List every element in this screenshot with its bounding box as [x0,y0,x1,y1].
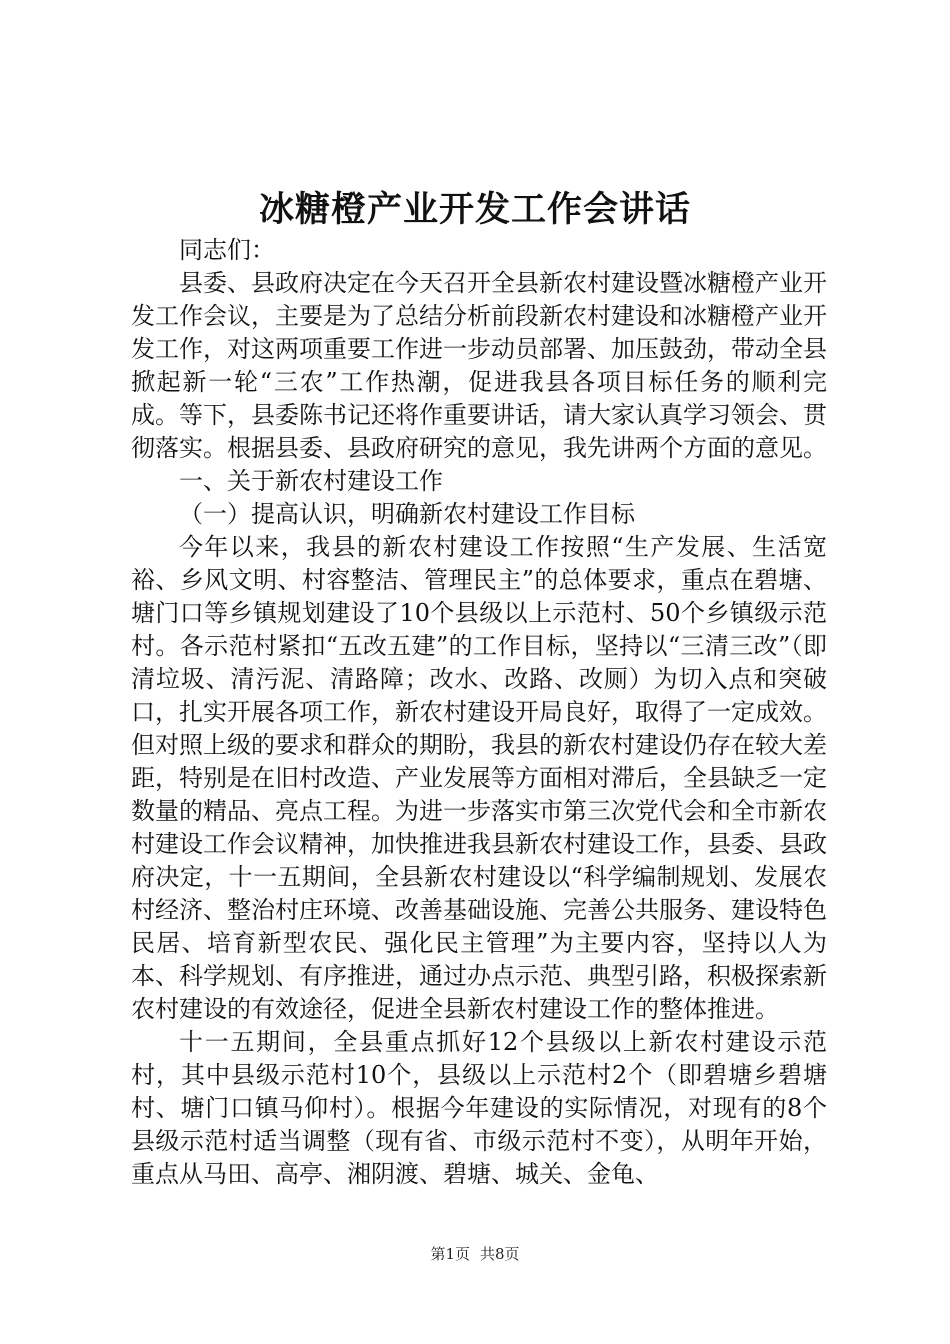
salutation-paragraph: 同志们： [179,236,275,264]
intro-paragraph: 县委、县政府决定在今天召开全县新农村建设暨冰糖橙产业开发工作会议，主要是为了总结分析前段新农村建设和冰糖橙产业开发工作，对这两项重要工作进一步动员部署、加压鼓劲，带动全县掀起新一轮“三农”工作热潮，促进我县各项目标任务的顺利完成。等下，县委陈书记还将作重要讲话，请大家认真学习领会、贯彻落实。根据县委、县政府研究的意见，我先讲两个方面的意见。 [131,269,827,462]
document-body [131,234,827,1191]
body-paragraph: 十一五期间，全县重点抓好12个县级以上新农村建设示范村，其中县级示范村10个，县级以上示范村2个（即碧塘乡碧塘村、塘门口镇马仰村）。根据今年建设的实际情况，对现有的8个县级示范村适当调整（现有省、市级示范村不变），从明年开始，重点从马田、高亭、湘阴渡、碧塘、城关、金龟、 [131,1028,827,1188]
section-heading: 一、关于新农村建设工作 [179,467,443,495]
body-paragraph: 今年以来，我县的新农村建设工作按照“生产发展、生活宽裕、乡风文明、村容整洁、管理民主”的总体要求，重点在碧塘、塘门口等乡镇规划建设了10个县级以上示范村、50个乡镇级示范村。各示范村紧扣“五改五建”的工作目标，坚持以“三清三改”（即清垃圾、清污泥、清路障；改水、改路、改厕）为切入点和突破口，扎实开展各项工作，新农村建设开局良好，取得了一定成效。但对照上级的要求和群众的期盼，我县的新农村建设仍存在较大差距，特别是在旧村改造、产业发展等方面相对滞后，全县缺乏一定数量的精品、亮点工程。为进一步落实市第三次党代会和全市新农村建设工作会议精神，加快推进我县新农村建设工作，县委、县政府决定，十一五期间，全县新农村建设以“科学编制规划、发展农村经济、整治村庄环境、改善基础设施、完善公共服务、建设特色民居、培育新型农民、强化民主管理”为主要内容，坚持以人为本、科学规划、有序推进，通过办点示范、典型引路，积极探索新农村建设的有效途径，促进全县新农村建设工作的整体推进。 [131,533,827,1023]
page-total: 共8页 [480,1245,520,1263]
subsection-heading: （一）提高认识，明确新农村建设工作目标 [179,500,635,528]
page-footer [0,1244,950,1264]
page-number: 第1页 [430,1245,470,1263]
document-title: 冰糖橙产业开发工作会讲话 [258,189,691,230]
